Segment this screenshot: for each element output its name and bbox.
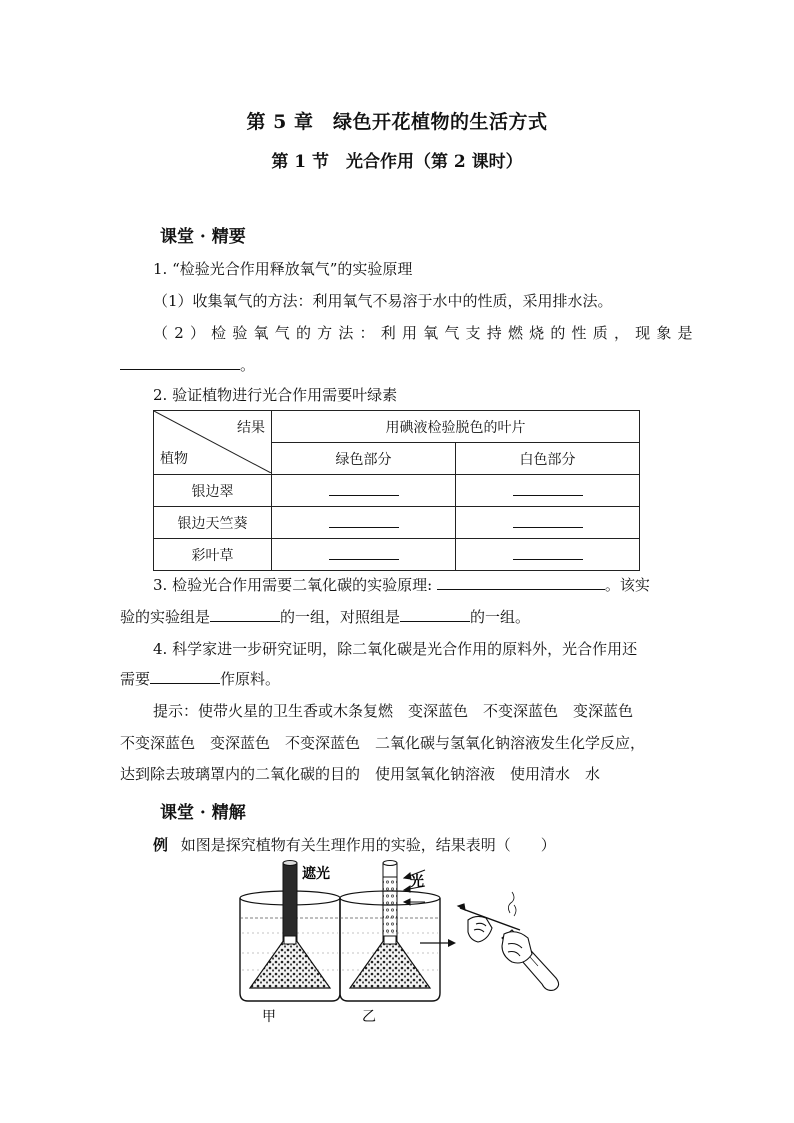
- label-dark: 遮光: [302, 866, 330, 882]
- table-cell: [456, 475, 640, 507]
- table-col-white: 白色部分: [456, 443, 640, 475]
- label-jia: 甲: [262, 1009, 276, 1025]
- experiment-figure: [220, 858, 580, 1028]
- chlorophyll-table: [153, 410, 640, 571]
- section-heading-summary: 课堂 · 精要: [160, 227, 246, 247]
- beaker-light: [340, 861, 440, 1002]
- answer-blank[interactable]: [210, 607, 280, 622]
- example-question: [153, 834, 556, 855]
- table-group-header: 用碘液检验脱色的叶片: [272, 411, 640, 443]
- table-row-label: 银边天竺葵: [154, 507, 272, 539]
- section-heading-explanation: 课堂 · 精解: [160, 803, 246, 823]
- hint-line-3: 达到除去玻璃罩内的二氧化碳的目的 使用氢氧化钠溶液 使用清水 水: [120, 765, 601, 783]
- section-title: 第 1 节 光合作用（第 2 课时）: [271, 152, 523, 172]
- question-1-part-2-answer-line: 。: [120, 354, 255, 375]
- process-arrow: [420, 939, 456, 947]
- example-label: 例: [153, 836, 169, 854]
- question-4-line-2: 需要 作原料。: [120, 670, 281, 688]
- table-row: [154, 475, 640, 507]
- answer-blank[interactable]: [329, 481, 399, 496]
- table-col-green: 绿色部分: [272, 443, 456, 475]
- question-2: 2. 验证植物进行光合作用需要叶绿素: [153, 386, 398, 404]
- table-row-label: 银边翠: [154, 475, 272, 507]
- table-row: [154, 539, 640, 571]
- table-row: [154, 507, 640, 539]
- question-4-line-1: 4. 科学家进一步研究证明，除二氧化碳是光合作用的原料外，光合作用还: [153, 640, 638, 658]
- answer-blank[interactable]: [150, 669, 220, 684]
- chapter-title: 第 5 章 绿色开花植物的生活方式: [246, 111, 548, 133]
- example-text: 如图是探究植物有关生理作用的实验，结果表明（ ）: [180, 836, 556, 854]
- table-cell: [456, 539, 640, 571]
- table-cell: [272, 539, 456, 571]
- hand-test-tube-illustration: [458, 892, 559, 990]
- answer-blank[interactable]: [329, 545, 399, 560]
- hint-line-1: 提示：使带火星的卫生香或木条复燃 变深蓝色 不变深蓝色 变深蓝色: [153, 702, 634, 720]
- table-row-label: 彩叶草: [154, 539, 272, 571]
- corner-label-result: 结果: [237, 420, 265, 436]
- question-1-part-2: （2）检验氧气的方法：利用氧气支持燃烧的性质，现象是: [153, 324, 699, 342]
- answer-blank[interactable]: [513, 513, 583, 528]
- answer-blank[interactable]: [329, 513, 399, 528]
- label-yi: 乙: [362, 1009, 376, 1025]
- label-light: 光: [410, 874, 424, 890]
- table-cell: [456, 507, 640, 539]
- corner-label-plant: 植物: [160, 451, 188, 467]
- question-3-line-2: 验的实验组是 的一组，对照组是 的一组。: [120, 608, 531, 626]
- question-1-part-1: （1）收集氧气的方法：利用氧气不易溶于水中的性质，采用排水法。: [153, 292, 613, 310]
- table-cell: [272, 507, 456, 539]
- hint-line-2: 不变深蓝色 变深蓝色 不变深蓝色 二氧化碳与氢氧化钠溶液发生化学反应，: [120, 734, 646, 752]
- table-corner-cell: [154, 411, 272, 475]
- answer-blank[interactable]: [513, 545, 583, 560]
- question-3-line-1: 3. 检验光合作用需要二氧化碳的实验原理: 。该实: [153, 576, 650, 594]
- answer-blank[interactable]: [400, 607, 470, 622]
- question-1: 1. “检验光合作用释放氧气”的实验原理: [153, 260, 413, 278]
- answer-blank[interactable]: [513, 481, 583, 496]
- answer-blank[interactable]: [120, 355, 240, 370]
- table-cell: [272, 475, 456, 507]
- answer-blank[interactable]: [437, 575, 605, 590]
